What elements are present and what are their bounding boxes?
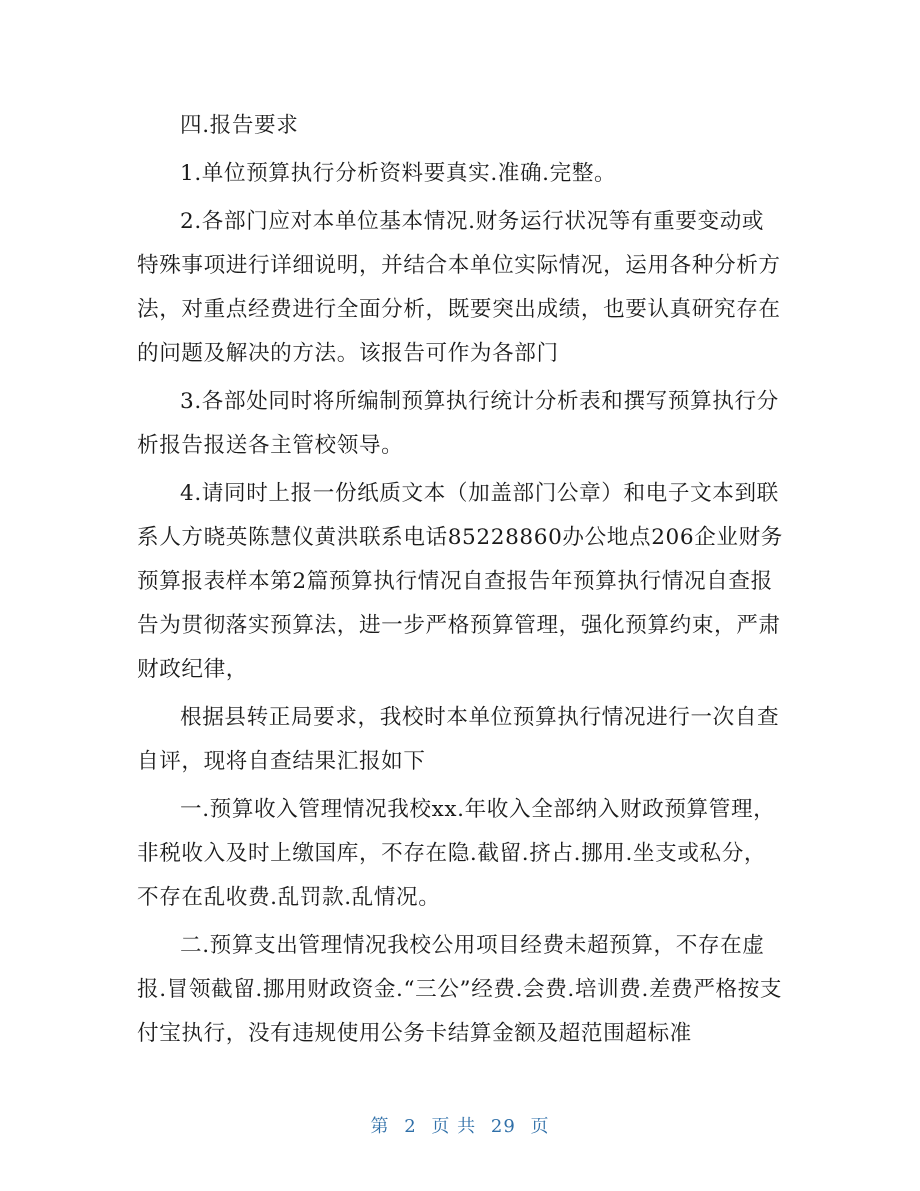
page-footer: [0, 1112, 920, 1138]
footer-suffix: 页: [530, 1116, 550, 1137]
paragraph-item-1: 1.单位预算执行分析资料要真实.准确.完整。: [180, 161, 617, 186]
paragraph-intro: 根据县转正局要求，我校时本单位预算执行情况进行一次自查自评，现将自查结果汇报如下: [137, 705, 780, 774]
paragraph-section-heading: 四.报告要求: [180, 113, 299, 138]
paragraph-expense-section: 二.预算支出管理情况我校公用项目经费未超预算，不存在虚报.冒领截留.挪用财政资金.“三公”经费.会费.培训费.差费严格按支付宝执行，没有违规使用公务卡结算金额及超范围超标准: [137, 933, 783, 1046]
footer-middle: 页 共: [431, 1116, 477, 1137]
paragraph-item-3: 3.各部处同时将所编制预算执行统计分析表和撰写预算执行分析报告报送各主管校领导。: [137, 389, 779, 458]
paragraph-item-2: 2.各部门应对本单位基本情况.财务运行状况等有重要变动或特殊事项进行详细说明，并结合本单位实际情况，运用各种分析方法，对重点经费进行全面分析，既要突出成绩，也要认真研究存在的问题及解决的方法。该报告可作为各部门: [137, 209, 781, 366]
footer-current-page: 2: [404, 1116, 417, 1137]
footer-prefix: 第: [370, 1116, 390, 1137]
footer-total-pages: 29: [490, 1116, 516, 1137]
document-body: [137, 104, 785, 1060]
paragraph-income-section: 一.预算收入管理情况我校xx.年收入全部纳入财政预算管理，非税收入及时上缴国库，不存在隐.截留.挤占.挪用.坐支或私分，不存在乱收费.乱罚款.乱情况。: [137, 797, 776, 910]
paragraph-item-4: 4.请同时上报一份纸质文本（加盖部门公章）和电子文本到联系人方晓英陈慧仪黄洪联系电话85228860办公地点206企业财务预算报表样本第2篇预算执行情况自查报告年预算执行情况自查报告为贯彻落实预算法，进一步严格预算管理，强化预算约束，严肃财政纪律，: [137, 481, 783, 682]
